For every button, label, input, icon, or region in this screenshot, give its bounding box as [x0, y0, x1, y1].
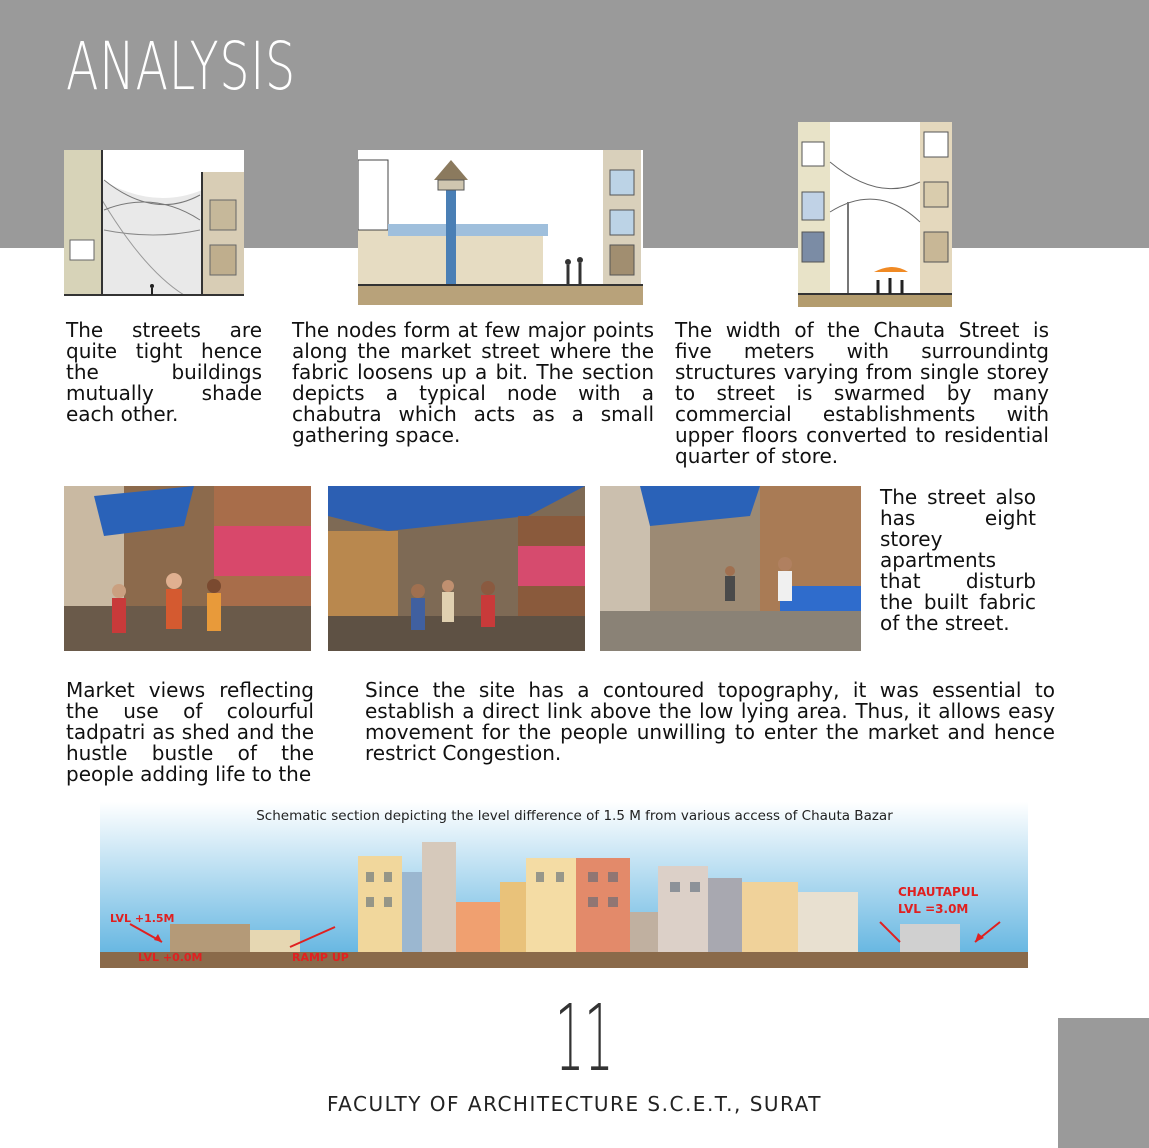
label-ramp-up: RAMP UP — [292, 951, 349, 964]
caption-apartments: The street also has eight storey apartments that disturb the built fabric of the street. — [880, 485, 1036, 635]
caption-tight-streets: The streets are quite tight hence the buildings mutually shade each other. — [66, 318, 262, 426]
market-photo-2 — [328, 486, 585, 651]
label-lvl-left: LVL +1.5M — [110, 912, 175, 925]
label-lvl-right: LVL =3.0M — [898, 902, 969, 916]
institution-name: FACULTY OF ARCHITECTURE S.C.E.T., SURAT — [327, 1092, 822, 1116]
caption-street-width: The width of the Chauta Street is five meters with surroundintg structures varying from single storey to street is swarmed by many commercial establishments with upper floors converted to residential quarter of store. — [675, 318, 1049, 468]
market-photo-3 — [600, 486, 861, 651]
schematic-title: Schematic section depicting the level difference of 1.5 M from various access of Chauta Bazar — [256, 808, 893, 824]
caption-nodes: The nodes form at few major points along the market street where the fabric loosens up a bit. The section depicts a typical node with a chabutra which acts as a small gathering space. — [292, 318, 654, 447]
page-title: ANALYSIS — [66, 28, 296, 105]
caption-topography: Since the site has a contoured topography, it was essential to establish a direct link above the low lying area. Thus, it allows easy movement for the people unwilling to enter the market and hence restrict Congestion. — [365, 678, 1055, 765]
schematic-section — [100, 802, 1028, 968]
market-photo-1 — [64, 486, 311, 651]
caption-market-views: Market views reflecting the use of colourful tadpatri as shed and the hustle bustle of the people adding life to the — [66, 678, 314, 786]
label-lvl-zero: LVL +0.0M — [138, 951, 203, 964]
section-drawing-street-width — [798, 122, 952, 307]
label-chautapul: CHAUTAPUL — [898, 885, 979, 899]
section-drawing-node — [358, 150, 643, 305]
section-drawing-tight-street — [64, 150, 244, 300]
corner-block — [1058, 1018, 1149, 1148]
page-number: 11 — [555, 985, 614, 1092]
